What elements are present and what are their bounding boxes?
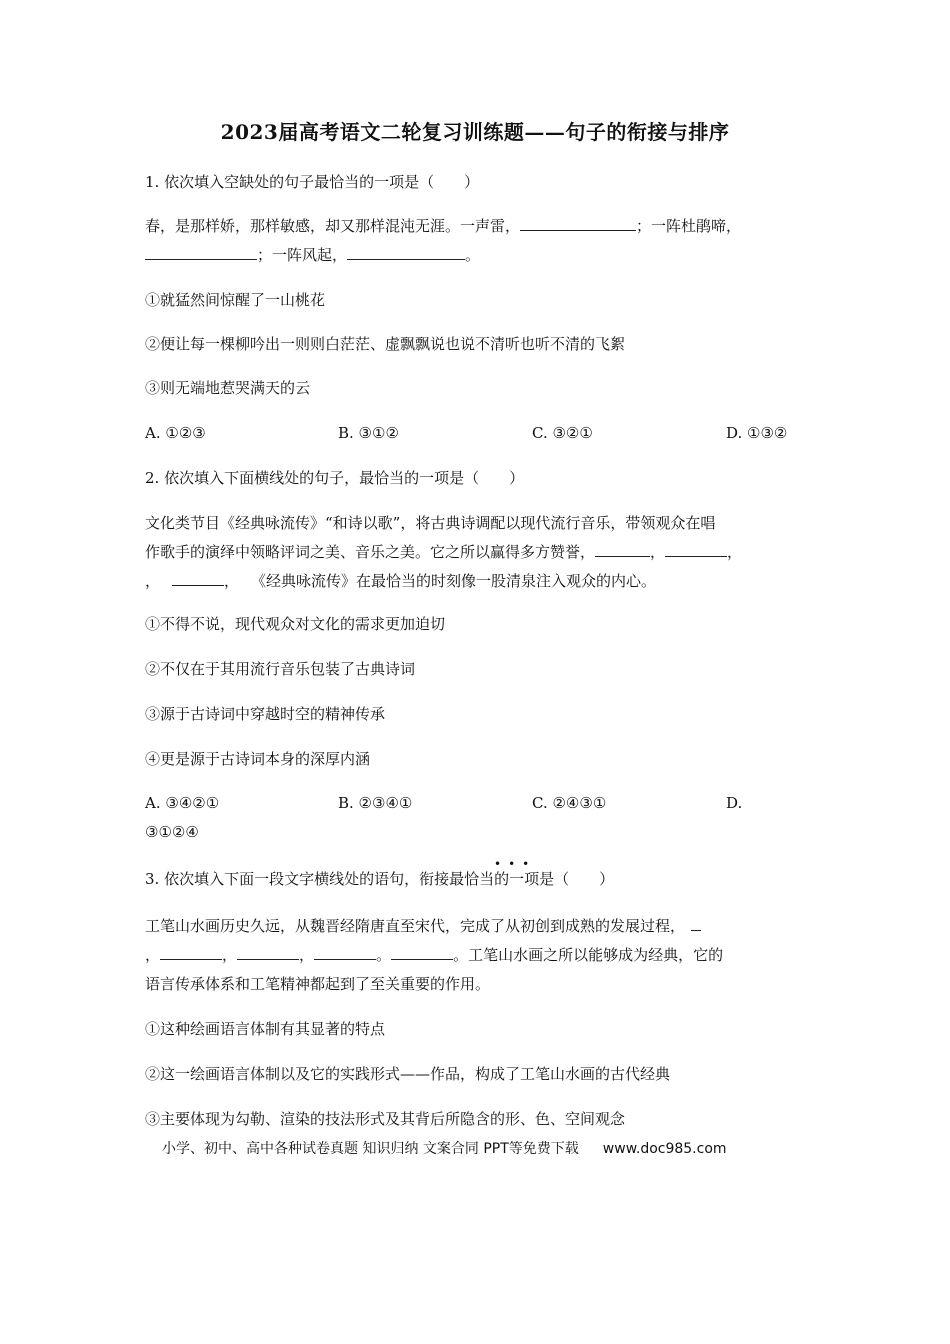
q2-item: ②不仅在于其用流行音乐包装了古典诗词 xyxy=(145,660,416,678)
q1-stem: 1. 依次填入空缺处的句子最恰当的一项是（ ） xyxy=(145,173,480,191)
fill-blank xyxy=(172,571,224,586)
q3-passage-text: 。工笔山水画之所以能够成为经典，它的 xyxy=(453,946,724,964)
q1-item: ②便让每一棵柳吟出一则则白茫茫、虚飘飘说也说不清听也听不清的飞絮 xyxy=(145,335,626,353)
q1-item: ①就猛然间惊醒了一山桃花 xyxy=(145,291,326,309)
q1-passage-text: 。 xyxy=(465,246,481,264)
q2-option-d-value: ③①②④ xyxy=(145,823,199,841)
document-title: 2023届高考语文二轮复习训练题——句子的衔接与排序 xyxy=(220,120,730,144)
q2-passage-line-1: 文化类节目《经典咏流传》“和诗以歌”，将古典诗调配以现代流行音乐，带领观众在唱 xyxy=(145,514,716,532)
emphasis-dots: ••• xyxy=(494,857,537,871)
fill-blank xyxy=(160,945,222,960)
footer-text: 小学、初中、高中各种试卷真题 知识归纳 文案合同 PPT等免费下载 xyxy=(162,1141,579,1157)
q3-passage-text: ， xyxy=(299,946,315,964)
q2-stem: 2. 依次填入下面横线处的句子，最恰当的一项是（ ） xyxy=(145,469,525,487)
q3-passage-text: 工笔山水画历史久远，从魏晋经隋唐直至宋代，完成了从初创到成熟的发展过程， xyxy=(145,917,686,935)
q2-passage-line-2 xyxy=(145,542,742,562)
q3-passage-text: ， xyxy=(145,946,161,964)
fill-blank xyxy=(520,216,636,231)
q3-passage-text: ， xyxy=(222,946,238,964)
q2-option-c: C. ②④③① xyxy=(532,794,607,812)
q2-passage-text: ， xyxy=(224,572,240,590)
q2-item: ①不得不说，现代观众对文化的需求更加迫切 xyxy=(145,615,446,633)
q3-item: ②这一绘画语言体制以及它的实践形式——作品，构成了工笔山水画的古代经典 xyxy=(145,1065,671,1083)
q2-passage-text: ， xyxy=(727,543,743,561)
q2-option-a: A. ③④②① xyxy=(145,794,220,812)
q2-passage-line-3 xyxy=(145,571,656,591)
q2-item: ④更是源于古诗词本身的深厚内涵 xyxy=(145,750,371,768)
fill-blank xyxy=(691,916,701,931)
q3-item: ①这种绘画语言体制有其显著的特点 xyxy=(145,1020,386,1038)
q1-passage-text: ；一阵杜鹃啼， xyxy=(636,217,742,235)
fill-blank xyxy=(347,245,465,260)
q1-option-c: C. ③②① xyxy=(532,424,593,442)
q2-option-d: D. xyxy=(726,794,743,812)
q3-item: ③主要体现为勾勒、渲染的技法形式及其背后所隐含的形、色、空间观念 xyxy=(145,1110,626,1128)
q3-passage-line-2 xyxy=(145,945,723,965)
fill-blank xyxy=(595,542,650,557)
q3-stem: 3. 依次填入下面一段文字横线处的语句，衔接最恰当的一项是（ ） xyxy=(145,870,615,888)
q1-item: ③则无端地惹哭满天的云 xyxy=(145,379,311,397)
q1-passage-line-1 xyxy=(145,216,741,236)
footer-url[interactable]: www.doc985.com xyxy=(602,1141,727,1157)
q2-option-b: B. ②③④① xyxy=(338,794,413,812)
q1-passage-text: ；一阵风起， xyxy=(257,246,348,264)
fill-blank xyxy=(665,542,727,557)
q2-passage-text: ， xyxy=(650,543,666,561)
fill-blank xyxy=(237,945,299,960)
q1-option-d: D. ①③② xyxy=(726,424,788,442)
q1-option-a: A. ①②③ xyxy=(145,424,206,442)
q1-passage-text: 春，是那样娇，那样敏感，却又那样混沌无涯。一声雷， xyxy=(145,217,521,235)
fill-blank xyxy=(314,945,376,960)
q2-item: ③源于古诗词中穿越时空的精神传承 xyxy=(145,705,386,723)
q3-passage-line-3: 语言传承体系和工笔精神都起到了至关重要的作用。 xyxy=(145,975,491,993)
fill-blank xyxy=(391,945,453,960)
q3-passage-line-1 xyxy=(145,916,701,936)
q3-passage-text: 。 xyxy=(376,946,392,964)
fill-blank xyxy=(145,245,257,260)
q2-passage-text: 作歌手的演绎中领略评词之美、音乐之美。它之所以赢得多方赞誉， xyxy=(145,543,596,561)
q1-option-b: B. ③①② xyxy=(338,424,399,442)
q2-passage-text: ， xyxy=(145,572,161,590)
page-footer xyxy=(162,1138,727,1158)
q1-passage-line-2 xyxy=(145,245,480,265)
q2-passage-text: 《经典咏流传》在最恰当的时刻像一股清泉注入观众的内心。 xyxy=(251,572,657,590)
